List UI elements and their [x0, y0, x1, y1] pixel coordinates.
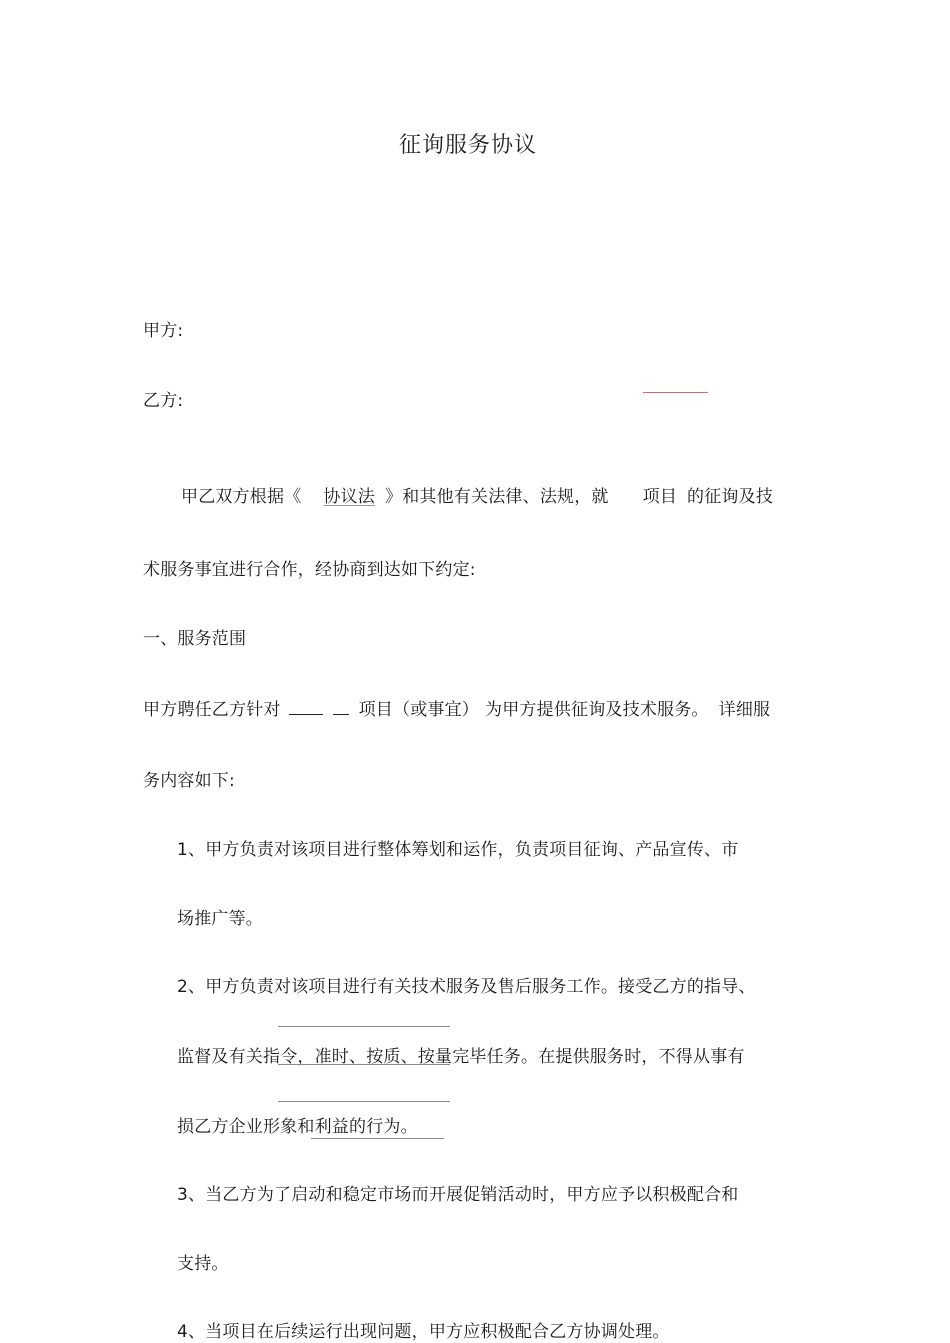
blank-field-2[interactable] — [333, 700, 349, 715]
party-b-label: 乙方: — [143, 391, 184, 411]
decorative-rule — [278, 1026, 450, 1027]
section-1-text-2: 项目（或事宜） — [358, 700, 480, 720]
section-1-para-line-2: 务内容如下: — [143, 771, 235, 791]
project-label: 项目 — [642, 487, 678, 507]
item-1-line-2: 场推广等。 — [177, 909, 263, 929]
section-1-heading: 一、服务范围 — [143, 629, 247, 649]
decorative-rule — [311, 1138, 444, 1139]
decorative-rule — [278, 1064, 450, 1065]
section-1-text-4: 详细服 — [718, 700, 771, 720]
item-2-line-1: 2、甲方负责对该项目进行有关技术服务及售后服务工作。接受乙方的指导、 — [177, 977, 756, 997]
intro-text-3: 的征询及技 — [687, 487, 774, 507]
section-1-text-3: 为甲方提供征询及技术服务。 — [485, 700, 709, 720]
item-3-line-1: 3、当乙方为了启动和稳定市场而开展促销活动时，甲方应予以积极配合和 — [177, 1185, 739, 1205]
item-1-line-1: 1、甲方负责对该项目进行整体筹划和运作，负责项目征询、产品宣传、市 — [177, 840, 739, 860]
intro-line-2: 术服务事宜进行合作，经协商到达如下约定: — [143, 560, 476, 580]
law-name: 协议法 — [323, 487, 376, 507]
document-title: 征询服务协议 — [399, 133, 538, 158]
intro-line-1 — [181, 486, 773, 508]
item-2-line-3: 损乙方企业形象和利益的行为。 — [177, 1117, 418, 1137]
item-4-line-1: 4、当项目在后续运行出现问题，甲方应积极配合乙方协调处理。 — [177, 1322, 670, 1342]
section-1-para-line-1 — [143, 699, 770, 721]
item-2-line-2: 监督及有关指令，准时、按质、按量完毕任务。在提供服务时，不得从事有 — [177, 1047, 745, 1067]
decorative-rule — [278, 1101, 450, 1102]
intro-text-1: 甲乙双方根据《 — [181, 487, 302, 507]
intro-text-2: 》和其他有关法律、法规，就 — [385, 487, 609, 507]
decorative-rule — [643, 392, 708, 393]
blank-field-1[interactable] — [289, 700, 323, 715]
item-3-line-2: 支持。 — [177, 1254, 229, 1274]
section-1-text-1: 甲方聘任乙方针对 — [143, 700, 281, 720]
party-a-label: 甲方: — [143, 321, 184, 341]
